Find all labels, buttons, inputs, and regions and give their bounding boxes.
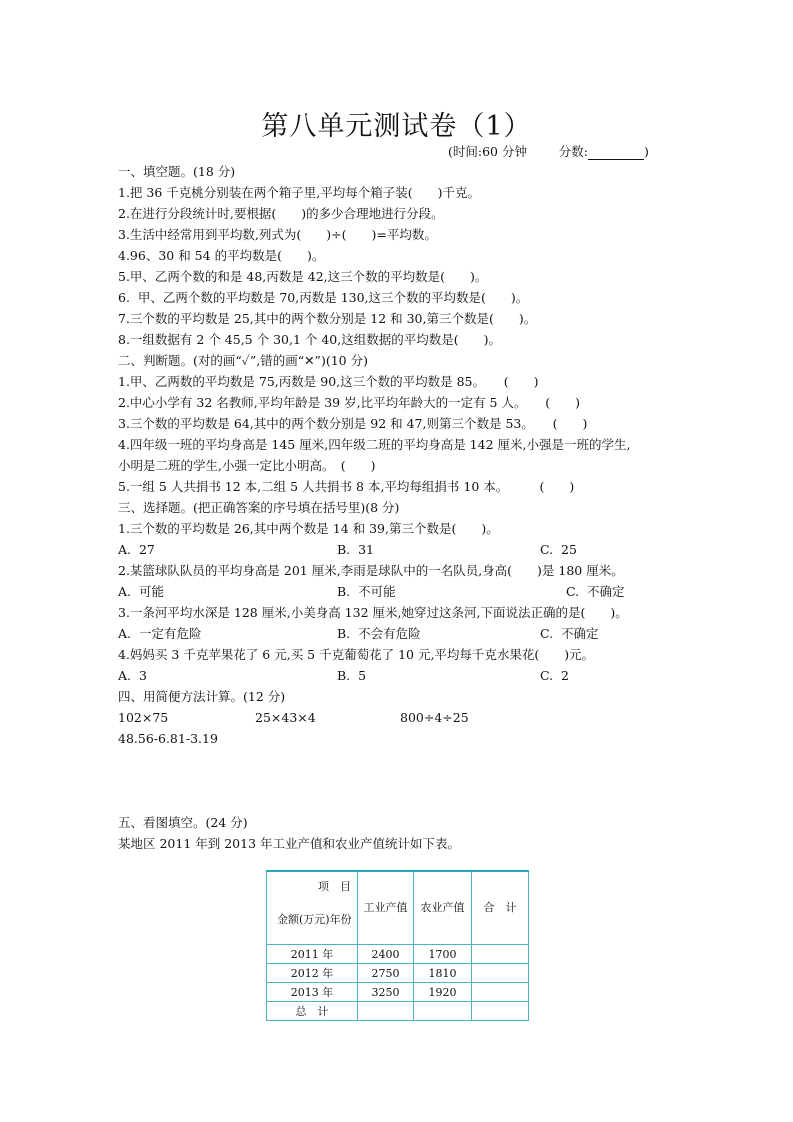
time-label: (时间:60 分钟 <box>448 144 527 159</box>
fill-question-4: 4.96、30 和 54 的平均数是( )。 <box>118 248 325 263</box>
row-agriculture: 1700 <box>414 945 472 964</box>
choice-2-option-c: C. 不确定 <box>566 584 625 599</box>
score-blank[interactable] <box>588 147 644 160</box>
corner-top-label: 项 目 <box>318 880 351 893</box>
judge-question-5: 5.一组 5 人共捐书 12 本,二组 5 人共捐书 8 本,平均每组捐书 10 本。 ( ) <box>118 479 575 494</box>
choice-1-option-a: A. 27 <box>118 542 155 557</box>
fill-question-2: 2.在进行分段统计时,要根据( )的多少合理地进行分段。 <box>118 206 444 221</box>
row-industry: 2750 <box>358 964 414 983</box>
corner-bottom-label: 金额(万元)年份 <box>277 913 352 926</box>
total-agriculture-blank[interactable] <box>414 1002 472 1021</box>
choice-4-option-a: A. 3 <box>118 668 147 683</box>
row-total-blank[interactable] <box>472 964 529 983</box>
section4-heading: 四、用简便方法计算。(12 分) <box>118 689 286 704</box>
fill-question-8: 8.一组数据有 2 个 45,5 个 30,1 个 40,这组数据的平均数是( )。 <box>118 332 501 347</box>
row-agriculture: 1920 <box>414 983 472 1002</box>
calc-expression-2: 25×43×4 <box>255 710 316 725</box>
page-title: 第八单元测试卷（1） <box>261 111 532 142</box>
row-year: 2013 年 <box>267 983 358 1002</box>
table-row <box>267 945 529 964</box>
corner-cell <box>267 871 358 945</box>
header-industry: 工业产值 <box>358 871 414 945</box>
section5-intro: 某地区 2011 年到 2013 年工业产值和农业产值统计如下表。 <box>118 836 461 851</box>
time-score-line <box>448 142 649 160</box>
judge-question-4-cont: 小明是二班的学生,小强一定比小明高。 ( ) <box>118 458 376 473</box>
section3-heading: 三、选择题。(把正确答案的序号填在括号里)(8 分) <box>118 500 400 515</box>
table-row <box>267 964 529 983</box>
choice-3-option-b: B. 不会有危险 <box>337 626 421 641</box>
header-agriculture: 农业产值 <box>414 871 472 945</box>
choice-4-option-b: B. 5 <box>337 668 367 683</box>
choice-4-option-c: C. 2 <box>540 668 569 683</box>
choice-3-option-c: C. 不确定 <box>540 626 599 641</box>
production-table <box>266 870 529 1021</box>
table-total-row <box>267 1002 529 1021</box>
row-year: 2011 年 <box>267 945 358 964</box>
judge-question-3: 3.三个数的平均数是 64,其中的两个数分别是 92 和 47,则第三个数是 53。 ( ) <box>118 416 588 431</box>
row-agriculture: 1810 <box>414 964 472 983</box>
fill-question-5: 5.甲、乙两个数的和是 48,丙数是 42,这三个数的平均数是( )。 <box>118 269 488 284</box>
section2-heading: 二、判断题。(对的画“✓”,错的画“✕”)(10 分) <box>118 353 368 368</box>
score-label: 分数: <box>558 144 588 159</box>
choice-question-4: 4.妈妈买 3 千克苹果花了 6 元,买 5 千克葡萄花了 10 元,平均每千克水果花( )元。 <box>118 647 595 662</box>
row-industry: 2400 <box>358 945 414 964</box>
table-header-row <box>267 871 529 945</box>
fill-question-3: 3.生活中经常用到平均数,列式为( )÷( )=平均数。 <box>118 227 437 242</box>
calc-expression-1: 102×75 <box>118 710 169 725</box>
judge-question-2: 2.中心小学有 32 名教师,平均年龄是 39 岁,比平均年龄大的一定有 5 人。 ( ) <box>118 395 580 410</box>
fill-question-7: 7.三个数的平均数是 25,其中的两个数分别是 12 和 30,第三个数是( )。 <box>118 311 537 326</box>
choice-2-option-b: B. 不可能 <box>337 584 396 599</box>
section5-heading: 五、看图填空。(24 分) <box>118 815 248 830</box>
choice-question-2: 2.某篮球队队员的平均身高是 201 厘米,李雨是球队中的一名队员,身高( )是 180 厘米。 <box>118 563 624 578</box>
total-label: 总 计 <box>267 1002 358 1021</box>
choice-1-option-c: C. 25 <box>540 542 577 557</box>
choice-question-3: 3.一条河平均水深是 128 厘米,小美身高 132 厘米,她穿过这条河,下面说法正确的是( )。 <box>118 605 628 620</box>
judge-question-4: 4.四年级一班的平均身高是 145 厘米,四年级二班的平均身高是 142 厘米,小强是一班的学生, <box>118 437 631 452</box>
calc-expression-3: 800÷4÷25 <box>400 710 469 725</box>
section1-heading: 一、填空题。(18 分) <box>118 164 236 179</box>
row-year: 2012 年 <box>267 964 358 983</box>
choice-question-1: 1.三个数的平均数是 26,其中两个数是 14 和 39,第三个数是( )。 <box>118 521 499 536</box>
total-total-blank[interactable] <box>472 1002 529 1021</box>
header-total: 合 计 <box>472 871 529 945</box>
choice-3-option-a: A. 一定有危险 <box>118 626 202 641</box>
fill-question-1: 1.把 36 千克桃分别装在两个箱子里,平均每个箱子装( )千克。 <box>118 185 481 200</box>
table-row <box>267 983 529 1002</box>
row-total-blank[interactable] <box>472 945 529 964</box>
fill-question-6: 6. 甲、乙两个数的平均数是 70,丙数是 130,这三个数的平均数是( )。 <box>118 290 529 305</box>
row-industry: 3250 <box>358 983 414 1002</box>
judge-question-1: 1.甲、乙两数的平均数是 75,丙数是 90,这三个数的平均数是 85。 ( ) <box>118 374 539 389</box>
score-close: ) <box>643 144 649 159</box>
choice-2-option-a: A. 可能 <box>118 584 164 599</box>
calc-expression-4: 48.56-6.81-3.19 <box>118 731 218 746</box>
row-total-blank[interactable] <box>472 983 529 1002</box>
choice-1-option-b: B. 31 <box>337 542 375 557</box>
total-industry-blank[interactable] <box>358 1002 414 1021</box>
